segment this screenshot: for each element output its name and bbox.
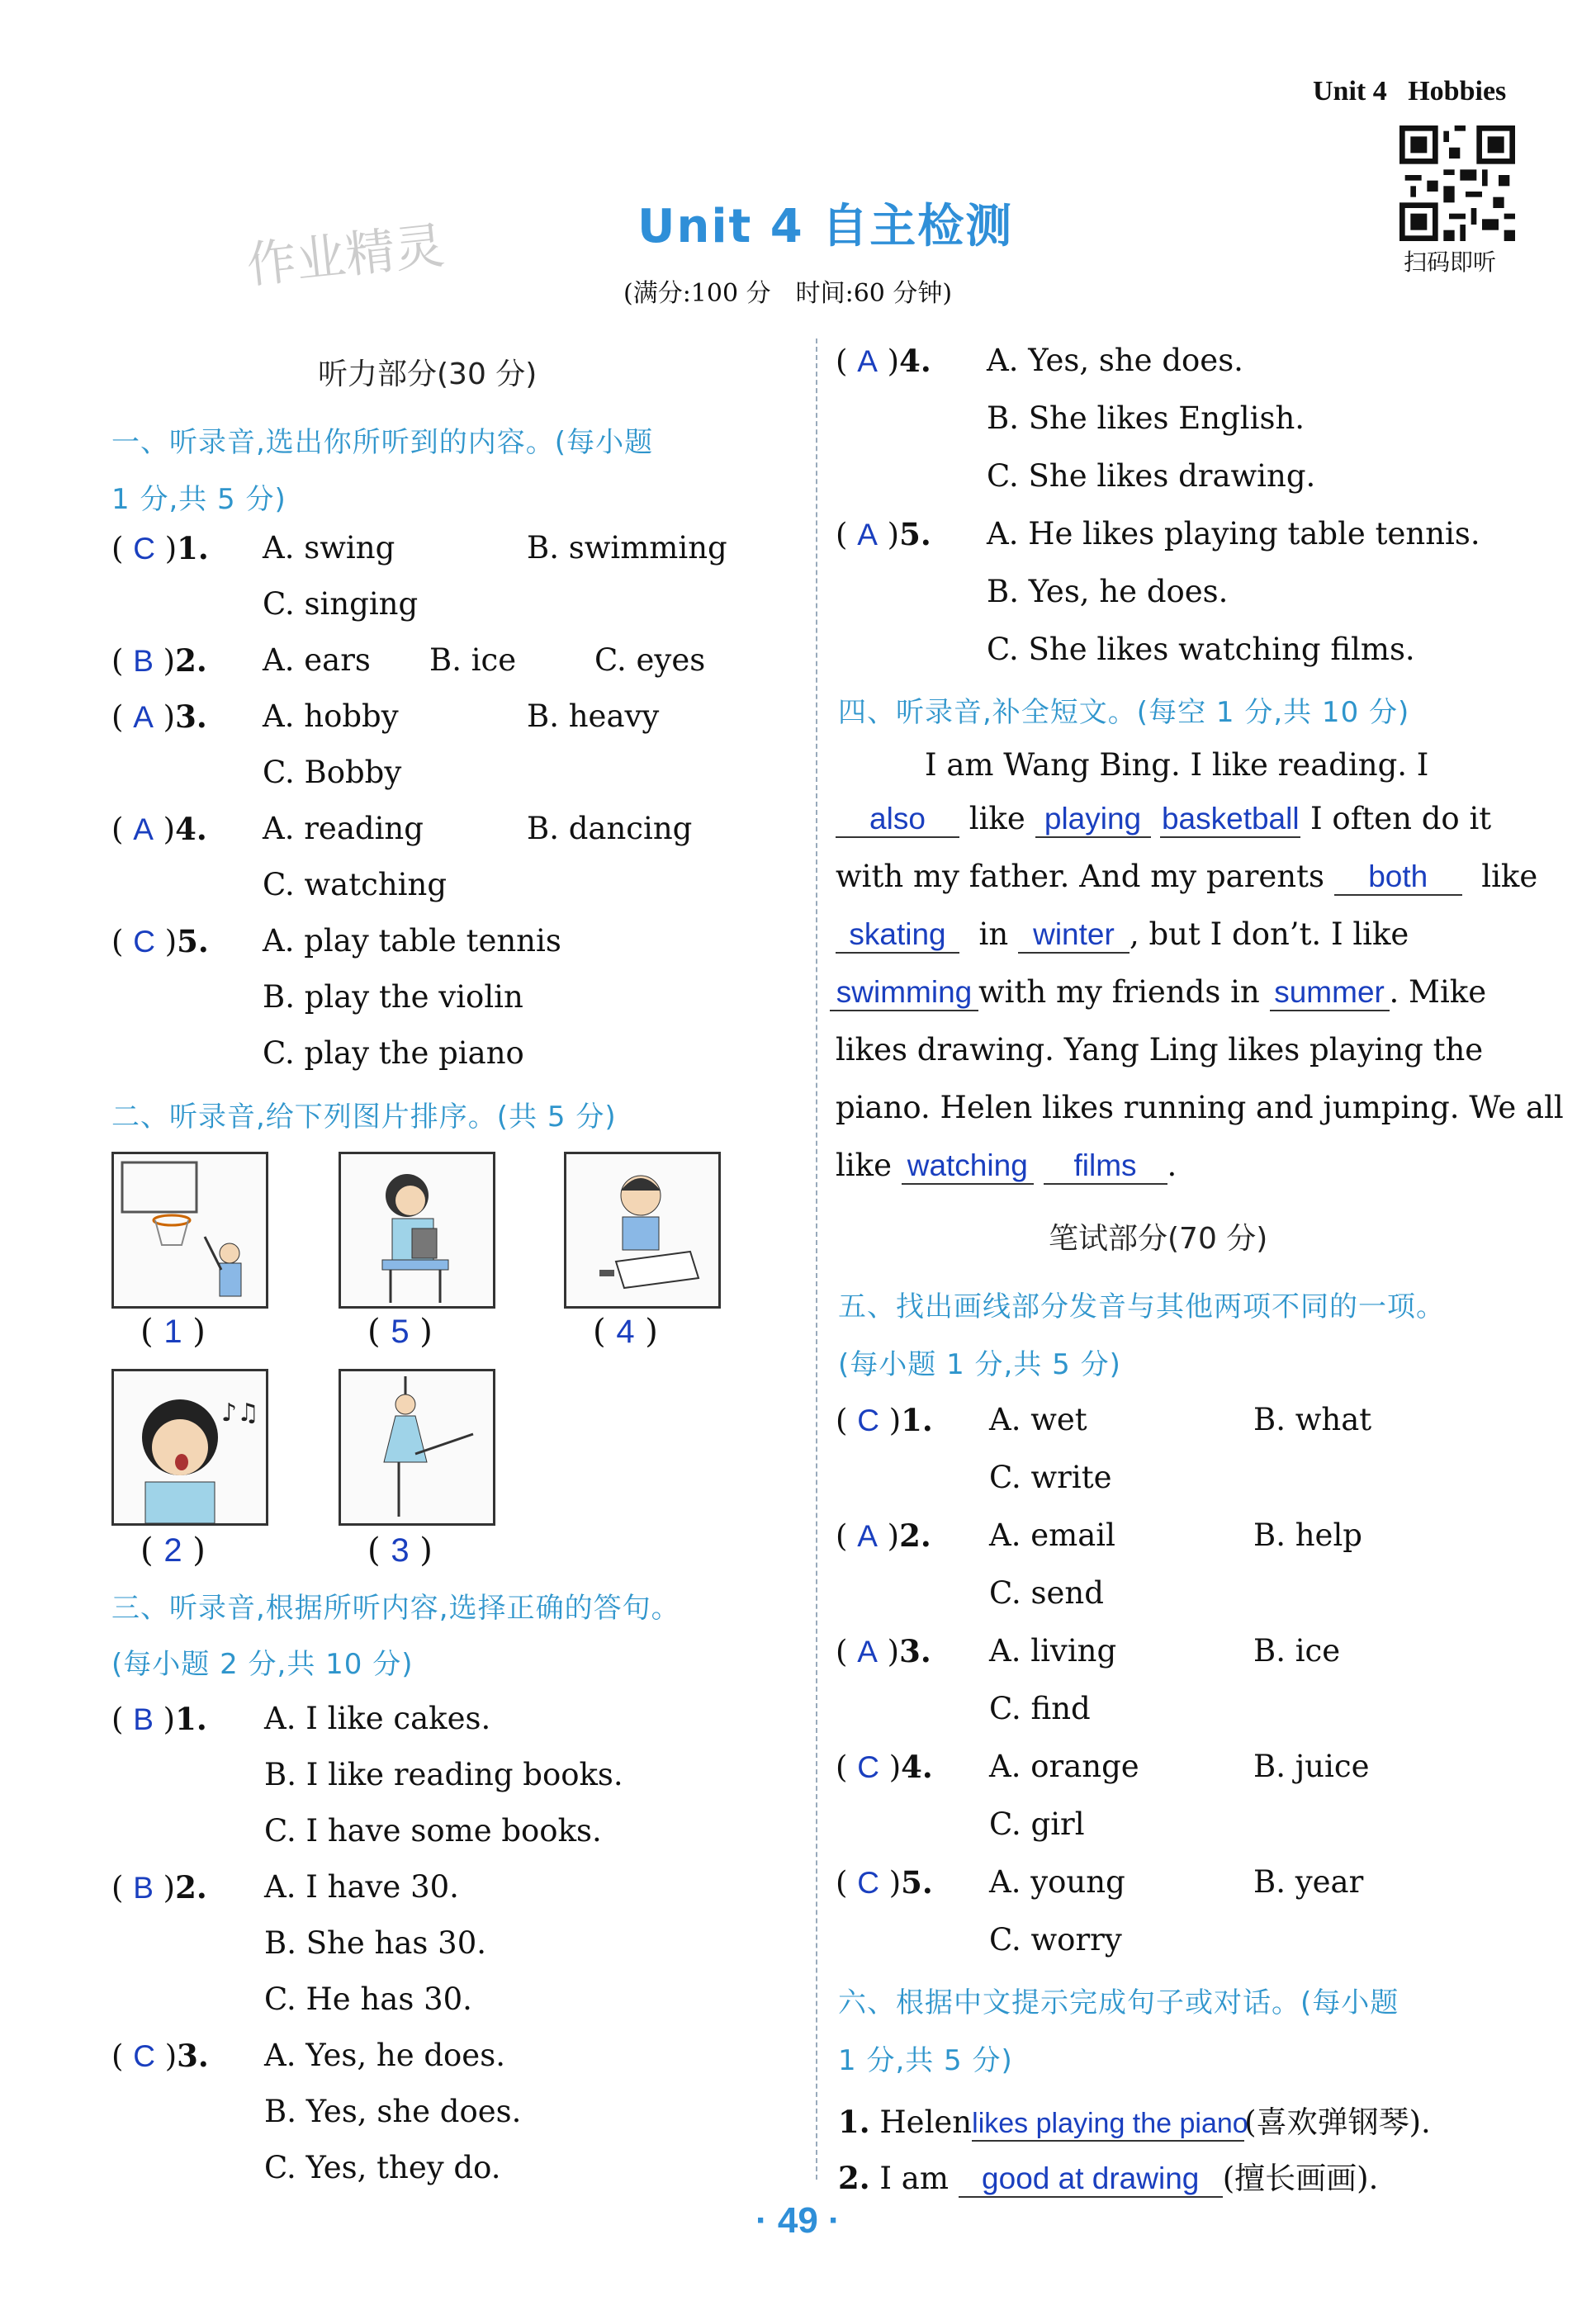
s5-q3: ( A )3.: [836, 1633, 931, 1669]
option-b: B. help: [1253, 1517, 1362, 1553]
blank-answer: skating: [836, 917, 959, 954]
option-b: B. swimming: [527, 530, 727, 566]
option-a: A. play table tennis: [263, 923, 561, 959]
answer: A: [133, 700, 154, 734]
picture-reading: [339, 1152, 495, 1309]
qr-caption: 扫码即听: [1404, 249, 1497, 276]
section1-title-cont: 1 分,共 5 分): [111, 483, 287, 516]
option-b: B. Yes, she does.: [264, 2094, 522, 2129]
option-a: A. orange: [989, 1749, 1139, 1784]
option-b: B. dancing: [527, 811, 693, 846]
option-c: C. send: [989, 1575, 1104, 1611]
picture-dancing: [339, 1369, 495, 1526]
blank-answer: also: [836, 802, 959, 838]
blank-answer: playing: [1035, 802, 1151, 838]
blank-answer: winter: [1018, 917, 1130, 954]
s5-q1: ( C )1.: [836, 1402, 933, 1438]
blank-answer: watching: [902, 1148, 1034, 1185]
s2-order-5: ( 3 ): [367, 1531, 433, 1569]
answer: C: [857, 1404, 879, 1437]
s3-q5: ( A )5.: [836, 516, 931, 552]
s1-q5: ( C )5.: [111, 923, 209, 959]
passage-line: like watching films .: [836, 1148, 1177, 1183]
blank-answer: summer: [1270, 975, 1390, 1011]
option-b: B. juice: [1253, 1749, 1370, 1784]
answer: C: [133, 2039, 155, 2073]
answer: B: [133, 1702, 154, 1736]
picture-singing: [111, 1369, 268, 1526]
option-c: C. girl: [989, 1806, 1085, 1842]
option-c: C. singing: [263, 586, 419, 622]
svg-text:♪♫: ♪♫: [221, 1399, 260, 1427]
answer: 5: [391, 1314, 410, 1350]
answer: C: [857, 1750, 879, 1784]
option-c: C. She likes watching films.: [987, 632, 1415, 667]
option-a: A. I have 30.: [264, 1869, 459, 1905]
section3-title: 三、听录音,根据所听内容,选择正确的答句。: [111, 1592, 680, 1625]
blank-answer: basketball: [1160, 802, 1300, 838]
listening-heading: 听力部分(30 分): [318, 357, 538, 391]
passage-line: swimming with my friends in summer . Mike: [830, 974, 1486, 1011]
s3-q2: ( B )2.: [111, 1869, 207, 1905]
option-b: B. I like reading books.: [264, 1757, 623, 1792]
s1-q4: ( A )4.: [111, 811, 207, 847]
section4-title: 四、听录音,补全短文。(每空 1 分,共 10 分): [838, 696, 1410, 729]
option-a: A. Yes, he does.: [264, 2038, 505, 2073]
option-a: A. Yes, she does.: [987, 343, 1243, 378]
option-c: C. watching: [263, 867, 448, 902]
option-a: A. young: [989, 1864, 1125, 1900]
s1-q3: ( A )3.: [111, 698, 207, 735]
answer: C: [857, 1866, 879, 1900]
answer: B: [133, 1871, 154, 1905]
answer: 4: [616, 1314, 635, 1350]
answer: C: [133, 532, 155, 566]
option-c: C. Bobby: [263, 755, 402, 790]
section5-title: 五、找出画线部分发音与其他两项不同的一项。: [838, 1290, 1445, 1323]
section6-title-cont: 1 分,共 5 分): [838, 2044, 1013, 2077]
option-b: B. Yes, he does.: [987, 574, 1229, 609]
answer: 3: [391, 1532, 410, 1569]
s2-order-3: ( 4 ): [593, 1313, 658, 1351]
option-a: A. reading: [263, 811, 424, 846]
blank-answer: both: [1334, 859, 1462, 896]
blank-answer: films: [1044, 1148, 1167, 1185]
s5-q4: ( C )4.: [836, 1749, 933, 1785]
section3-title-cont: (每小题 2 分,共 10 分): [111, 1648, 414, 1681]
answer: A: [133, 812, 154, 846]
option-b: B. heavy: [527, 698, 660, 734]
blank-answer: good at drawing: [959, 2161, 1223, 2198]
option-b: B. ice: [1253, 1633, 1341, 1669]
option-a: A. email: [989, 1517, 1115, 1553]
s2-order-4: ( 2 ): [140, 1531, 206, 1569]
option-a: A. hobby: [263, 698, 399, 734]
option-b: B. year: [1253, 1864, 1364, 1900]
option-c: C. write: [989, 1460, 1112, 1495]
s1-q2: ( B )2.: [111, 642, 207, 679]
option-a: A. I like cakes.: [264, 1701, 491, 1736]
answer: 2: [163, 1532, 182, 1569]
option-a: A. swing: [263, 530, 395, 566]
s1-q1: ( C )1.: [111, 530, 209, 566]
s6-q2: 2. I am good at drawing (擅长画画).: [838, 2160, 1379, 2196]
passage-line: also like playing basketball I often do it: [836, 801, 1491, 838]
passage-line: piano. Helen likes running and jumping. We all: [836, 1090, 1564, 1125]
header-unit: Unit 4: [1313, 76, 1387, 107]
option-b: B. play the violin: [263, 979, 523, 1015]
option-b: B. She has 30.: [264, 1925, 487, 1961]
answer: A: [857, 1635, 878, 1669]
passage-line: with my father. And my parents both like: [836, 859, 1538, 894]
answer: C: [133, 925, 155, 959]
page-number: · 49 ·: [755, 2200, 841, 2241]
answer: A: [857, 344, 878, 378]
option-a: A. wet: [989, 1402, 1087, 1437]
section1-title: 一、听录音,选出你所听到的内容。(每小题: [111, 426, 654, 459]
option-c: C. worry: [989, 1922, 1122, 1958]
s5-q2: ( A )2.: [836, 1517, 931, 1554]
qr-code-icon[interactable]: [1399, 125, 1515, 241]
section5-title-cont: (每小题 1 分,共 5 分): [838, 1348, 1121, 1381]
passage-line: likes drawing. Yang Ling likes playing the: [836, 1032, 1484, 1068]
option-c: C. I have some books.: [264, 1813, 602, 1849]
option-a: A. He likes playing table tennis.: [987, 516, 1480, 552]
header-topic: Hobbies: [1408, 76, 1507, 107]
section2-title: 二、听录音,给下列图片排序。(共 5 分): [111, 1101, 617, 1134]
option-c: C. He has 30.: [264, 1981, 472, 2017]
s3-q4: ( A )4.: [836, 343, 931, 379]
answer: A: [857, 1519, 878, 1553]
answer: B: [133, 644, 154, 678]
passage-line: skating in winter , but I don’t. I like: [836, 916, 1409, 954]
passage-line: I am Wang Bing. I like reading. I: [925, 747, 1429, 783]
picture-drawing: [564, 1152, 721, 1309]
option-c: C. She likes drawing.: [987, 458, 1316, 494]
option-c: C. Yes, they do.: [264, 2150, 501, 2185]
option-a: A. ears: [263, 642, 371, 678]
answer: 1: [163, 1314, 182, 1350]
picture-basketball: [111, 1152, 268, 1309]
blank-answer: likes playing the piano: [972, 2108, 1244, 2142]
s3-q1: ( B )1.: [111, 1701, 207, 1737]
option-b: B. ice: [429, 642, 517, 678]
blank-answer: swimming: [830, 975, 978, 1011]
s2-order-1: ( 1 ): [140, 1313, 206, 1351]
page-title: Unit 4 自主检测: [637, 200, 1014, 253]
option-b: B. what: [1253, 1402, 1372, 1437]
option-a: A. living: [989, 1633, 1117, 1669]
answer: A: [857, 518, 878, 552]
option-b: B. She likes English.: [987, 400, 1305, 436]
writing-heading: 笔试部分(70 分): [1049, 1222, 1268, 1256]
running-header: [1313, 76, 1506, 107]
page-subtitle: (满分:100 分 时间:60 分钟): [623, 279, 953, 308]
option-c: C. eyes: [594, 642, 706, 678]
section6-title: 六、根据中文提示完成句子或对话。(每小题: [838, 1986, 1399, 2019]
option-c: C. play the piano: [263, 1035, 524, 1071]
s6-q1: 1. Helenlikes playing the piano(喜欢弹钢琴).: [838, 2104, 1431, 2140]
option-c: C. find: [989, 1691, 1091, 1726]
column-divider: [816, 338, 817, 2180]
s3-q3: ( C )3.: [111, 2038, 209, 2074]
s5-q5: ( C )5.: [836, 1864, 933, 1901]
s2-order-2: ( 5 ): [367, 1313, 433, 1351]
watermark-logo: 作业精灵: [244, 216, 448, 296]
